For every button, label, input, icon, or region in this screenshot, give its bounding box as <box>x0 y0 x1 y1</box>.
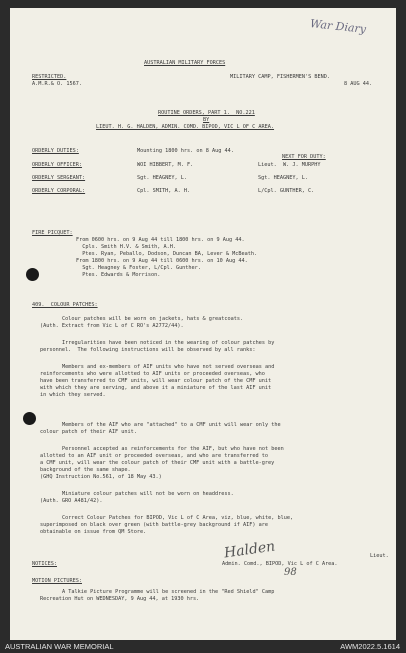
next-for-duty-label: NEXT FOR DUTY: <box>282 154 326 160</box>
handwritten-note: War Diary <box>309 17 367 36</box>
document-title: AUSTRALIAN MILITARY FORCES <box>144 60 226 66</box>
form-reference: A.M.R.& O. 1567. <box>32 81 82 87</box>
footer-institution: AUSTRALIAN WAR MEMORIAL <box>5 642 114 651</box>
document-date: 8 AUG 44. <box>344 81 373 87</box>
paragraph-line: (Auth. Extract from Vic L of C RO's A2772/44). <box>40 323 184 329</box>
orderly-officer-label: ORDERLY OFFICER: <box>32 162 82 168</box>
document-page <box>10 8 396 640</box>
orderly-officer-next: Lieut. W. J. MURPHY <box>258 162 321 168</box>
paragraph-line: personnel. The following instructions will be observed by all ranks: <box>40 347 256 353</box>
paragraph-line: superimposed on black over green (with battle-grey background if AIF) are <box>40 522 268 528</box>
paragraph-line: Personnel accepted as reinforcements for the AIF, but who have not been <box>62 446 284 452</box>
paragraph-line: background of the same shape. <box>40 467 131 473</box>
notices-label: NOTICES: <box>32 561 57 567</box>
punch-hole-top <box>26 268 39 281</box>
notice-line: A Talkie Picture Programme will be screened in the "Red Shield" Camp <box>62 589 275 595</box>
fire-picquet-line: Cpls. Smith H.V. & Smith, A.H. <box>76 244 176 250</box>
mounting-text: Mounting 1800 hrs. on 8 Aug 44. <box>137 148 234 154</box>
notice-line: Recreation Hut on WEDNESDAY, 9 Aug 44, at 1930 hrs. <box>40 596 200 602</box>
paragraph-line: (Auth. GRO A481/42). <box>40 498 103 504</box>
location-text: MILITARY CAMP, FISHERMEN'S BEND. <box>230 74 330 80</box>
restricted-label: RESTRICTED. <box>32 74 67 80</box>
paragraph-line: obtainable on issue from QM Store. <box>40 529 147 535</box>
paragraph-line: Members of the AIF who are "attached" to a CMF unit will wear only the <box>62 422 281 428</box>
fire-picquet-line: From 1800 hrs. on 9 Aug 44 till 0600 hrs. on 10 Aug 44. <box>76 258 248 264</box>
orderly-corporal-next: L/Cpl. GUNTHER, C. <box>258 188 315 194</box>
footer-accession: AWM2022.5.1614 <box>340 642 400 651</box>
paragraph-line: colour patch of their AIF unit. <box>40 429 137 435</box>
fire-picquet-line: Sgt. Heagney & Foster, L/Cpl. Gunther. <box>76 265 201 271</box>
page-number: 98 <box>284 567 297 578</box>
orders-by: BY <box>203 117 210 123</box>
orderly-officer-current: WOI HIBBERT, M. F. <box>137 162 194 168</box>
motion-pictures-heading: MOTION PICTURES: <box>32 578 82 584</box>
paragraph-line: allotted to an AIF unit or proceeded overseas, and who are transferred to <box>40 453 268 459</box>
fire-picquet-line: From 0600 hrs. on 9 Aug 44 till 1800 hrs. on 9 Aug 44. <box>76 237 245 243</box>
signature-rank: Lieut. <box>370 553 389 559</box>
signature-line: Admin. Comd., BIPOD, Vic L of C Area. <box>222 561 338 567</box>
orderly-sergeant-current: Sgt. HEAGNEY, L. <box>137 175 187 181</box>
fire-picquet-line: Ptes. Ryan, Peballo, Dodson, Duncan BA, Lever & McBeath. <box>76 251 258 257</box>
paragraph-line: reinforcements who were allotted to AIF units or proceeded overseas, who <box>40 371 265 377</box>
punch-hole-bottom <box>23 412 36 425</box>
paragraph-line: (GHQ Instruction No.561, of 18 May 43.) <box>40 474 162 480</box>
signature-scrawl: Halden <box>223 538 277 562</box>
paragraph-line: in which they served. <box>40 392 106 398</box>
paragraph-line: Members and ex-members of AIF units who have not served overseas and <box>62 364 275 370</box>
footer-bar <box>0 640 406 653</box>
fire-picquet-line: Ptes. Edwards & Morrison. <box>76 272 161 278</box>
paragraph-line: Colour patches will be worn on jackets, hats & greatcoats. <box>62 316 244 322</box>
paragraph-line: Miniature colour patches will not be worn on headdress. <box>62 491 234 497</box>
colour-patches-heading: 409. COLOUR PATCHES: <box>32 302 98 308</box>
orderly-sergeant-label: ORDERLY SERGEANT: <box>32 175 86 181</box>
orders-title: ROUTINE ORDERS, PART 1. NO.221 <box>158 110 255 116</box>
orderly-duties-label: ORDERLY DUTIES: <box>32 148 79 154</box>
fire-picquet-label: FIRE PICQUET: <box>32 230 73 236</box>
paragraph-line: a CMF unit, will wear the colour patch of their CMF unit with a battle-grey <box>40 460 275 466</box>
orderly-corporal-label: ORDERLY CORPORAL: <box>32 188 86 194</box>
orders-officer: LIEUT. H. G. HALDEN, ADMIN. COMD. BIPOD, VIC L OF C AREA. <box>96 124 275 130</box>
orderly-sergeant-next: Sgt. HEAGNEY, L. <box>258 175 308 181</box>
paragraph-line: Irregularities have been noticed in the wearing of colour patches by <box>62 340 275 346</box>
orderly-corporal-current: Cpl. SMITH, A. H. <box>137 188 191 194</box>
paragraph-line: with which they are serving, and above it a miniature of the last AIF unit <box>40 385 272 391</box>
paragraph-line: have been transferred to CMF units, will wear colour patch of the CMF unit <box>40 378 272 384</box>
paragraph-line: Correct Colour Patches for BIPOD, Vic L of C Area, viz, blue, white, blue, <box>62 515 294 521</box>
